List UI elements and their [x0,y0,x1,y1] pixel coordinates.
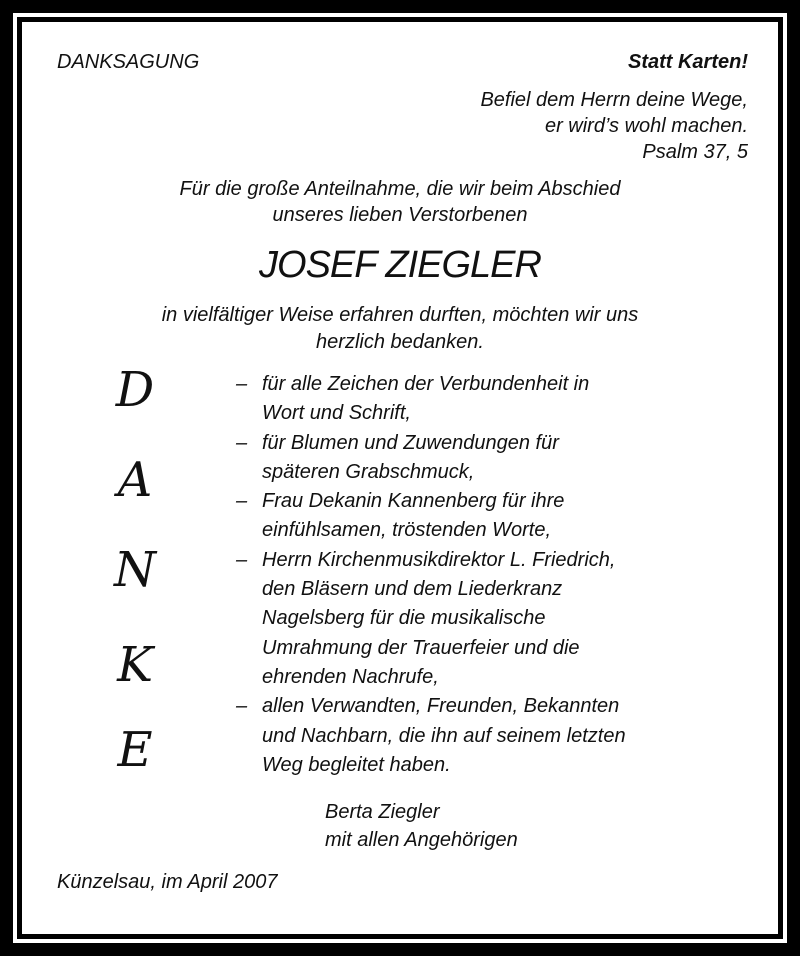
initial-e: E [117,722,153,778]
verse-line-1: Befiel dem Herrn deine Wege, [480,89,748,111]
heading-danksagung: DANKSAGUNG [57,51,200,73]
list-item-line: einfühlsamen, tröstenden Worte, [262,519,552,542]
intro-line-2: unseres lieben Verstorbenen [272,204,528,226]
list-item-line: und Nachbarn, die ihn auf seinem letzten [262,724,626,747]
after-line-1: in vielfältiger Weise erfahren durften, möchten wir uns [161,304,639,326]
list-item [236,692,626,780]
list-item-line: Herrn Kirchenmusikdirektor L. Friedrich, [262,548,616,571]
initial-d: D [115,362,155,418]
intro-line-1: Für die große Anteilnahme, die wir beim Abschied [179,178,621,200]
dash: – [236,695,248,718]
signature-line-2: mit allen Angehörigen [325,829,518,851]
dash: – [236,431,248,454]
list-item-line: Nagelsberg für die musikalische [262,607,546,630]
dash: – [236,373,248,395]
verse-reference: Psalm 37, 5 [642,141,748,163]
list-item-line: Umrahmung der Trauerfeier und die [262,636,580,659]
list-item-line: Wort und Schrift, [262,402,411,425]
deceased-name: JOSEF ZIEGLER [259,244,541,286]
list-item-line: ehrenden Nachrufe, [262,665,439,688]
list-item-line: den Bläsern und dem Liederkranz [262,578,563,601]
list-item-line: für Blumen und Zuwendungen für [262,431,559,454]
list-item-line: für alle Zeichen der Verbundenheit in [262,373,590,395]
dash: – [236,548,248,571]
list-item-line: späteren Grabschmuck, [262,460,475,483]
initial-a: A [117,452,153,508]
list-item-line: allen Verwandten, Freunden, Bekannten [262,695,620,718]
list-item [236,370,626,429]
initial-n: N [114,542,156,598]
list-item [236,429,626,488]
list-item-line: Frau Dekanin Kannenberg für ihre [262,490,565,513]
heading-statt-karten: Statt Karten! [627,51,748,73]
place-date: Künzelsau, im April 2007 [57,871,278,893]
signature-line-1: Berta Ziegler [325,801,440,823]
initial-k: K [117,637,153,693]
after-line-2: herzlich bedanken. [316,331,484,353]
dash: – [236,490,248,513]
thanks-list [236,370,626,780]
list-item-line: Weg begleitet haben. [262,753,451,776]
list-item [236,487,626,546]
list-item [236,546,626,692]
verse-line-2: er wird’s wohl machen. [544,115,748,137]
